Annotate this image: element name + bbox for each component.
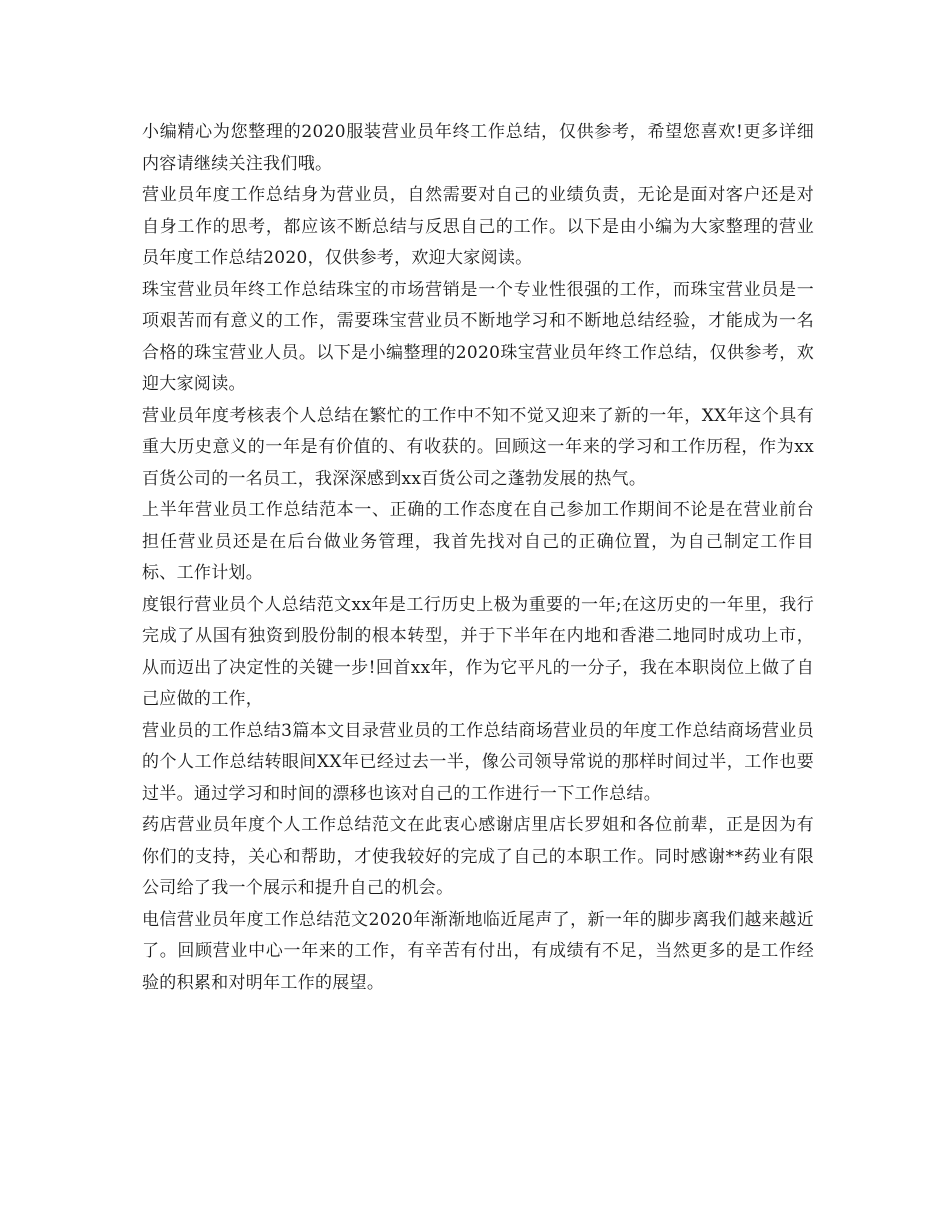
paragraph-assessment-summary: 营业员年度考核表个人总结在繁忙的工作中不知不觉又迎来了新的一年，XX年这个具有重大历史意义的一年是有价值的、有收获的。回顾这一年来的学习和工作历程，作为xx百货公司的一名员工，我深深感到xx百货公司之蓬勃发展的热气。 — [142, 405, 814, 489]
paragraph-three-summaries: 营业员的工作总结3篇本文目录营业员的工作总结商场营业员的年度工作总结商场营业员的个人工作总结转眼间XX年已经过去一半，像公司领导常说的那样时间过半，工作也要过半。通过学习和时间的漂移也该对自己的工作进行一下工作总结。 — [142, 720, 814, 804]
paragraph-pharmacy-summary: 药店营业员年度个人工作总结范文在此衷心感谢店里店长罗姐和各位前辈，正是因为有你们的支持，关心和帮助，才使我较好的完成了自己的本职工作。同时感谢**药业有限公司给了我一个展示和提升自己的机会。 — [142, 815, 814, 898]
paragraph-telecom-summary: 电信营业员年度工作总结范文2020年渐渐地临近尾声了，新一年的脚步离我们越来越近了。回顾营业中心一年来的工作，有辛苦有付出，有成绩有不足，当然更多的是工作经验的积累和对明年工作的展望。 — [142, 909, 814, 993]
paragraph-intro: 小编精心为您整理的2020服装营业员年终工作总结，仅供参考，希望您喜欢!更多详细内容请继续关注我们哦。 — [142, 122, 814, 174]
document-body — [142, 117, 814, 999]
paragraph-bank-summary: 度银行营业员个人总结范文xx年是工行历史上极为重要的一年;在这历史的一年里，我行完成了从国有独资到股份制的根本转型，并于下半年在内地和香港二地同时成功上市，从而迈出了决定性的关键一步!回首xx年，作为它平凡的一分子，我在本职岗位上做了自己应做的工作， — [142, 594, 814, 709]
paragraph-half-year-summary: 上半年营业员工作总结范本一、正确的工作态度在自己参加工作期间不论是在营业前台担任营业员还是在后台做业务管理，我首先找对自己的正确位置，为自己制定工作目标、工作计划。 — [142, 500, 814, 583]
paragraph-jewelry-summary: 珠宝营业员年终工作总结珠宝的市场营销是一个专业性很强的工作，而珠宝营业员是一项艰苦而有意义的工作，需要珠宝营业员不断地学习和不断地总结经验，才能成为一名合格的珠宝营业人员。以下是小编整理的2020珠宝营业员年终工作总结，仅供参考，欢迎大家阅读。 — [142, 279, 814, 394]
paragraph-yearly-summary: 营业员年度工作总结身为营业员，自然需要对自己的业绩负责，无论是面对客户还是对自身工作的思考，都应该不断总结与反思自己的工作。以下是由小编为大家整理的营业员年度工作总结2020，仅供参考，欢迎大家阅读。 — [142, 185, 814, 268]
